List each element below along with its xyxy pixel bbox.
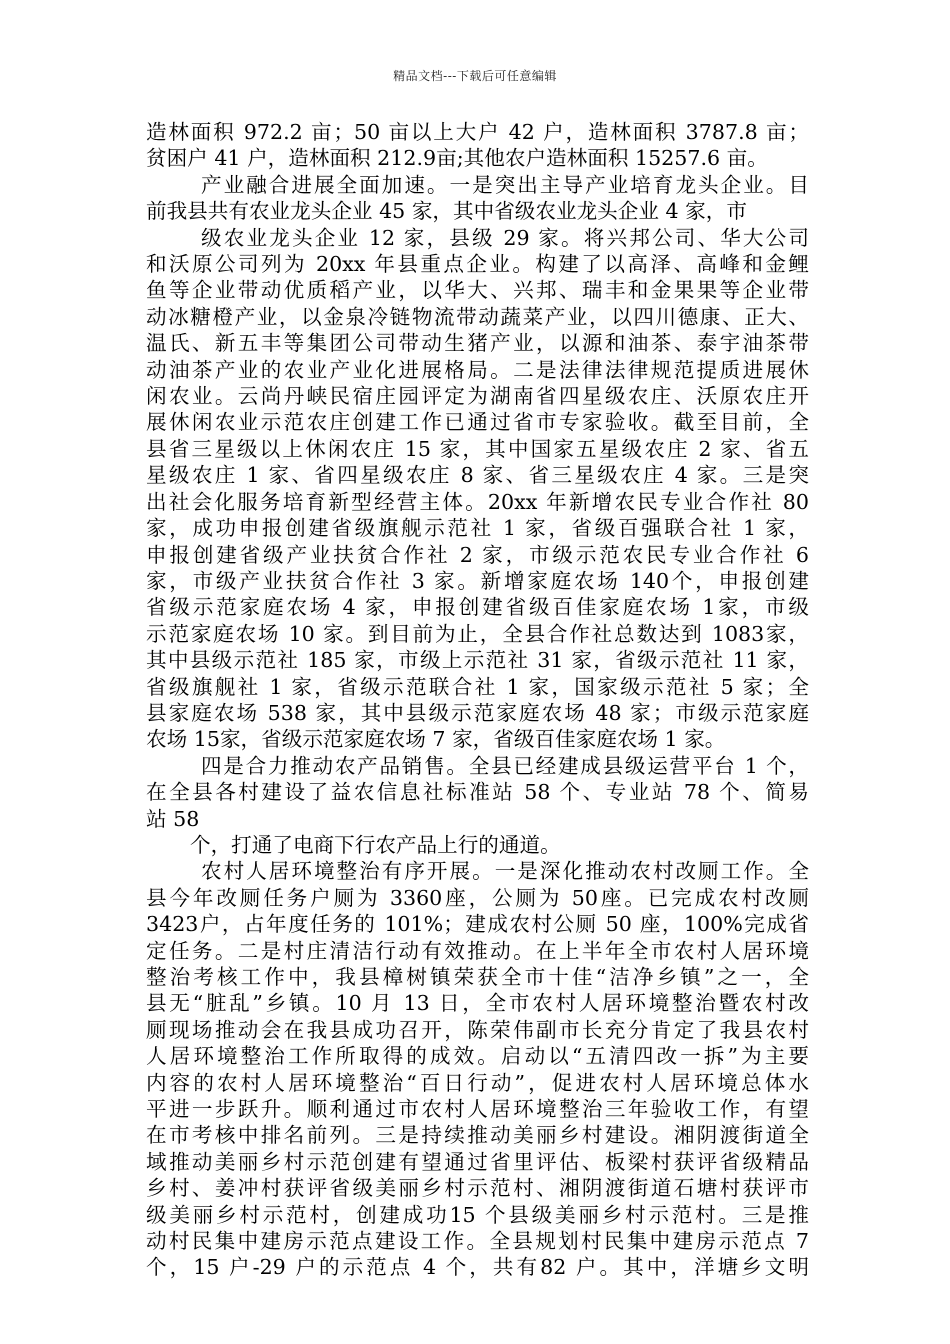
text-line: 域推动美丽乡村示范创建有望通过省里评估、板梁村获评省级精品 (146, 1149, 809, 1174)
text-line: 县省三星级以上休闲农庄 15 家，其中国家五星级农庄 2 家、省五 (146, 436, 809, 461)
text-line: 前我县共有农业龙头企业 45 家，其中省级农业龙头企业 4 家，市 (146, 199, 747, 224)
text-line: 造林面积 972.2 亩；50 亩以上大户 42 户，造林面积 3787.8 亩； (146, 120, 809, 144)
page-header: 精品文档---下载后可任意编辑 (393, 69, 557, 83)
text-line: 农村人居环境整治有序开展。一是深化推动农村改厕工作。全 (201, 859, 809, 884)
text-line: 级美丽乡村示范村，创建成功15 个县级美丽乡村示范村。三是推 (146, 1202, 809, 1227)
text-line: 在全县各村建设了益农信息社标准站 58 个、专业站 78 个、简易 (146, 780, 809, 805)
text-line: 四是合力推动农产品销售。全县已经建成县级运营平台 1 个， (201, 753, 809, 778)
text-line: 站 58 (146, 806, 200, 831)
text-line: 申报创建省级产业扶贫合作社 2 家，市级示范农民专业合作社 6 (146, 542, 809, 567)
text-line: 厕现场推动会在我县成功召开，陈荣伟副市长充分肯定了我县农村 (146, 1017, 809, 1042)
text-line: 在市考核中排名前列。三是持续推动美丽乡村建设。湘阴渡街道全 (146, 1123, 809, 1148)
text-line: 动油茶产业的农业产业化进展格局。二是法律法律规范提质进展休 (146, 357, 809, 382)
text-line: 家，成功申报创建省级旗舰示范社 1 家，省级百强联合社 1 家， (146, 516, 809, 541)
text-line: 和沃原公司列为 20xx 年县重点企业。构建了以高泽、高峰和金鲤 (146, 252, 809, 277)
text-line: 县无“脏乱”乡镇。10 月 13 日，全市农村人居环境整治暨农村改 (146, 991, 809, 1016)
text-line: 个，打通了电商下行农产品上行的通道。 (190, 832, 561, 857)
text-line: 级农业龙头企业 12 家，县级 29 家。将兴邦公司、华大公司 (201, 225, 809, 250)
text-line: 展休闲农业示范农庄创建工作已通过省市专家验收。截至目前，全 (146, 410, 809, 435)
text-line: 县今年改厕任务户厕为 3360座，公厕为 50座。已完成农村改厕 (146, 885, 809, 910)
text-line: 农场 15家，省级示范家庭农场 7 家，省级百佳家庭农场 1 家。 (146, 727, 726, 752)
text-line: 其中县级示范社 185 家，市级上示范社 31 家，省级示范社 11 家， (146, 648, 809, 673)
text-line: 省级旗舰社 1 家，省级示范联合社 1 家，国家级示范社 5 家；全 (146, 674, 809, 699)
text-line: 整治考核工作中，我县樟树镇荣获全市十佳“洁净乡镇”之一，全 (146, 965, 809, 989)
text-line: 示范家庭农场 10 家。到目前为止，全县合作社总数达到 1083家， (146, 621, 809, 646)
document-body (146, 119, 809, 1281)
text-line: 出社会化服务培育新型经营主体。20xx 年新增农民专业合作社 80 (146, 489, 809, 514)
text-line: 个，15 户-29 户的示范点 4 个，共有82 户。其中，洋塘乡文明 (146, 1255, 809, 1280)
text-line: 平进一步跃升。顺利通过市农村人居环境整治三年验收工作，有望 (146, 1097, 809, 1122)
text-line: 鱼等企业带动优质稻产业，以华大、兴邦、瑞丰和金果果等企业带 (146, 278, 809, 303)
text-line: 星级农庄 1 家、省四星级农庄 8 家、省三星级农庄 4 家。三是突 (146, 463, 809, 488)
text-line: 家，市级产业扶贫合作社 3 家。新增家庭农场 140个，申报创建 (146, 568, 809, 593)
text-line: 3423户，占年度任务的 101%；建成农村公厕 50 座，100%完成省 (146, 912, 809, 937)
text-line: 人居环境整治工作所取得的成效。启动以“五清四改一拆”为主要 (146, 1044, 809, 1069)
text-line: 内容的农村人居环境整治“百日行动”，促进农村人居环境总体水 (146, 1070, 809, 1095)
text-line: 乡村、姜冲村获评省级美丽乡村示范村、湘阴渡街道石塘村获评市 (146, 1176, 809, 1201)
text-line: 产业融合进展全面加速。一是突出主导产业培育龙头企业。目 (201, 172, 809, 197)
text-line: 贫困户 41 户，造林面积 212.9亩;其他农户造林面积 15257.6 亩。 (146, 146, 768, 171)
text-line: 温氏、新五丰等集团公司带动生猪产业，以源和油茶、泰宇油茶带 (146, 331, 809, 356)
text-line: 动冰糖橙产业，以金泉冷链物流带动蔬菜产业，以四川德康、正大、 (146, 304, 809, 329)
text-line: 动村民集中建房示范点建设工作。全县规划村民集中建房示范点 7 (146, 1229, 809, 1254)
text-line: 闲农业。云尚丹峡民宿庄园评定为湖南省四星级农庄、沃原农庄开 (146, 384, 809, 409)
text-line: 省级示范家庭农场 4 家，申报创建省级百佳家庭农场 1家，市级 (146, 595, 809, 620)
text-line: 县家庭农场 538 家，其中县级示范家庭农场 48 家；市级示范家庭 (146, 700, 809, 725)
text-line: 定任务。二是村庄清洁行动有效推动。在上半年全市农村人居环境 (146, 938, 809, 963)
